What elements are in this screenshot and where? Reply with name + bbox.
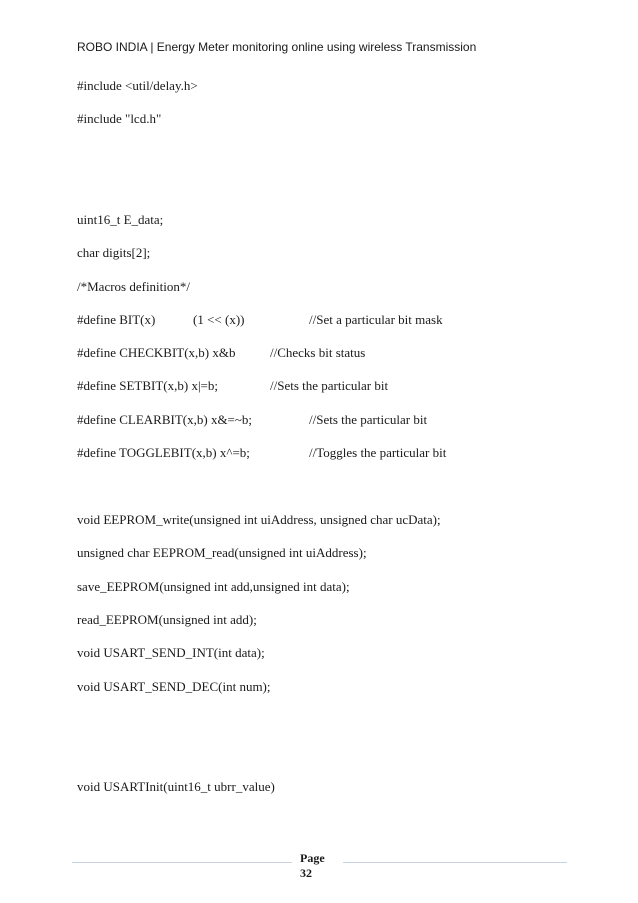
code-line-prototype: void USART_SEND_DEC(int num); — [77, 679, 271, 694]
code-line-macros-comment: /*Macros definition*/ — [77, 279, 191, 294]
define-macro: #define CHECKBIT(x,b) x&b — [77, 345, 236, 360]
define-body: (1 << (x)) — [193, 312, 245, 327]
code-line-usart-init: void USARTInit(uint16_t ubrr_value) — [77, 779, 275, 794]
define-macro: #define SETBIT(x,b) x|=b; — [77, 378, 218, 393]
define-comment: //Sets the particular bit — [270, 378, 389, 393]
code-line-include-delay: #include <util/delay.h> — [77, 78, 198, 93]
page-number: 32 — [300, 866, 312, 880]
define-comment: //Toggles the particular bit — [309, 445, 447, 460]
page-header: ROBO INDIA | Energy Meter monitoring online using wireless Transmission — [77, 40, 477, 54]
code-line-prototype: read_EEPROM(unsigned int add); — [77, 612, 257, 627]
page-number-label — [300, 851, 325, 881]
footer-rule-left — [72, 862, 292, 863]
footer-rule-right — [343, 862, 567, 863]
code-line-e-data: uint16_t E_data; — [77, 212, 164, 227]
define-macro: #define TOGGLEBIT(x,b) x^=b; — [77, 445, 250, 460]
define-comment: //Set a particular bit mask — [309, 312, 443, 327]
code-line-prototype: unsigned char EEPROM_read(unsigned int uiAddress); — [77, 545, 367, 560]
define-comment: //Sets the particular bit — [309, 412, 428, 427]
page-label-text: Page — [300, 851, 325, 865]
code-line-prototype: save_EEPROM(unsigned int add,unsigned int data); — [77, 579, 350, 594]
define-comment: //Checks bit status — [270, 345, 366, 360]
code-line-include-lcd: #include "lcd.h" — [77, 111, 162, 126]
code-line-digits: char digits[2]; — [77, 245, 151, 260]
code-line-prototype: void USART_SEND_INT(int data); — [77, 645, 265, 660]
define-macro: #define BIT(x) — [77, 312, 156, 327]
define-macro: #define CLEARBIT(x,b) x&=~b; — [77, 412, 253, 427]
code-line-prototype: void EEPROM_write(unsigned int uiAddress, unsigned char ucData); — [77, 512, 441, 527]
